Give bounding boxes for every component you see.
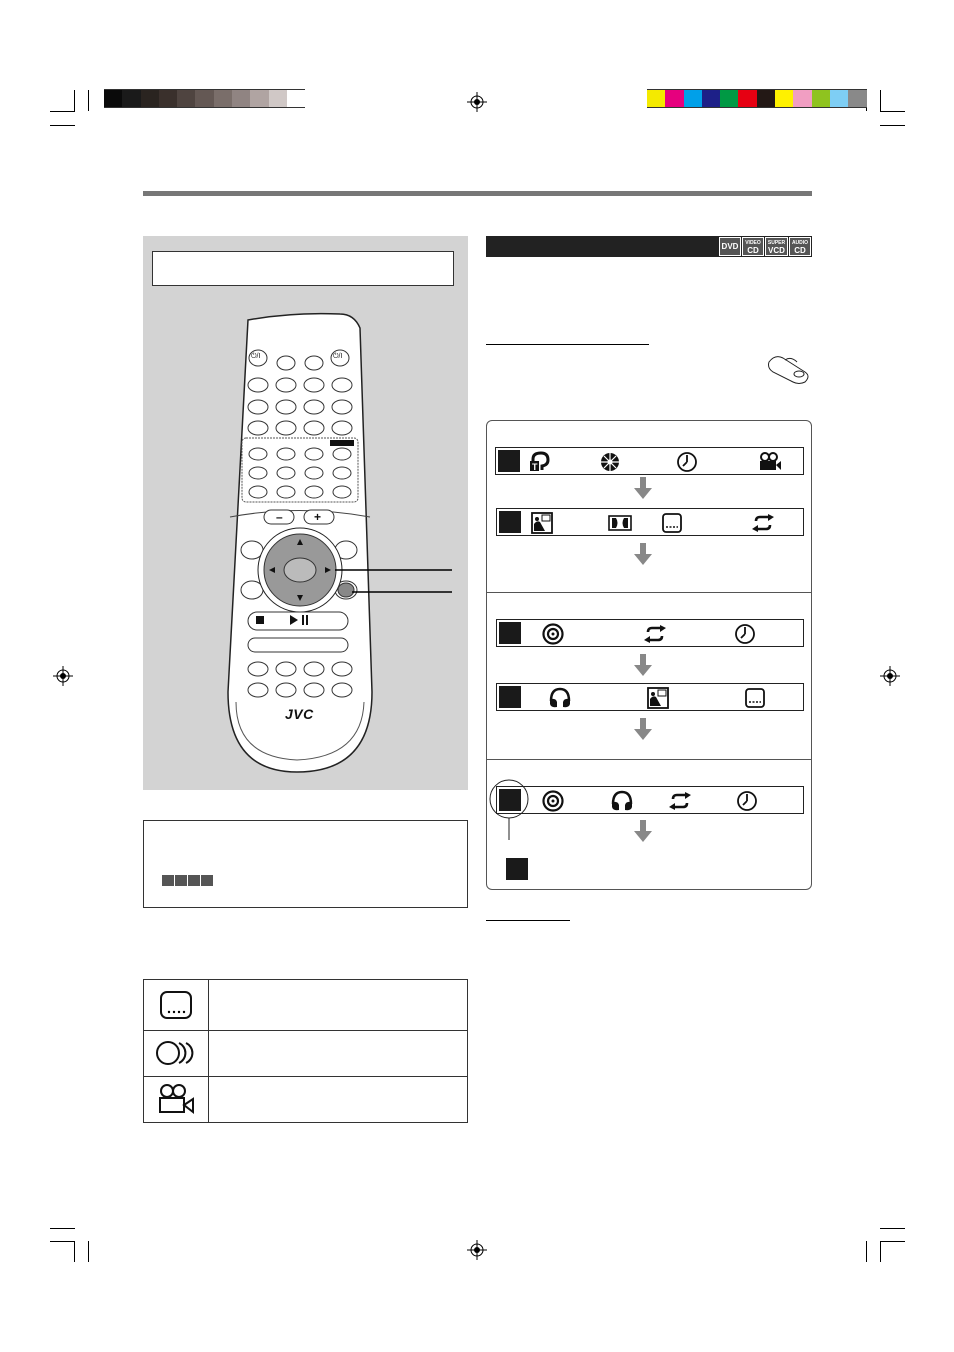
osd-bar-cd-1 bbox=[496, 786, 804, 814]
crop-mark bbox=[866, 1241, 867, 1262]
audio-icon bbox=[610, 790, 634, 812]
calibration-swatch bbox=[702, 89, 720, 108]
calibration-swatch bbox=[684, 89, 702, 108]
crop-mark bbox=[880, 1228, 905, 1229]
crop-mark bbox=[880, 1241, 905, 1242]
crop-mark bbox=[50, 125, 75, 126]
registration-mark-icon bbox=[467, 92, 487, 112]
arrow-down-icon bbox=[634, 477, 652, 499]
audio-icon bbox=[548, 687, 572, 709]
subtitle-icon bbox=[144, 980, 209, 1030]
calibration-swatch bbox=[775, 89, 793, 108]
instruction-callout-box bbox=[152, 251, 454, 286]
disc-badge-line2: CD bbox=[794, 245, 806, 255]
crop-mark bbox=[74, 1241, 75, 1262]
repeat-icon bbox=[643, 623, 667, 645]
picture-icon bbox=[646, 687, 670, 709]
disc-badge-line1: DVD bbox=[721, 242, 739, 251]
arrow-down-icon bbox=[634, 543, 652, 565]
calibration-swatch bbox=[287, 89, 305, 108]
title-icon bbox=[528, 451, 552, 473]
osd-bar-vcd-1 bbox=[496, 619, 804, 647]
disc-icon bbox=[598, 451, 622, 473]
note-box bbox=[143, 820, 468, 908]
svg-text:T: T bbox=[532, 462, 538, 472]
calibration-swatch bbox=[177, 89, 195, 108]
calibration-swatch bbox=[848, 89, 866, 108]
crop-mark bbox=[50, 1228, 75, 1229]
crop-mark bbox=[880, 111, 905, 112]
registration-mark-icon bbox=[467, 1240, 487, 1260]
calibration-swatch bbox=[757, 89, 775, 108]
target-icon bbox=[541, 623, 565, 645]
color-calibration-bar bbox=[647, 89, 867, 106]
calibration-swatch bbox=[159, 89, 177, 108]
calibration-swatch bbox=[830, 89, 848, 108]
remote-plus-label: + bbox=[314, 510, 322, 524]
bar-number-square bbox=[498, 450, 520, 472]
grayscale-calibration-bar bbox=[104, 89, 305, 106]
disc-badge-line1: VIDEO bbox=[745, 239, 761, 246]
remote-power-right: ⏻/I bbox=[333, 353, 343, 360]
notes-heading-underline bbox=[486, 920, 570, 921]
crop-mark bbox=[50, 111, 75, 112]
crop-mark bbox=[88, 1241, 89, 1262]
calibration-swatch bbox=[250, 89, 268, 108]
arrow-down-icon bbox=[634, 820, 652, 842]
table-row bbox=[144, 1076, 467, 1122]
cd-badge-icon bbox=[201, 875, 213, 886]
remote-power-left: ⏻/I bbox=[251, 353, 261, 360]
bar-number-square bbox=[499, 622, 521, 644]
flow-section-divider bbox=[486, 759, 812, 760]
calibration-swatch bbox=[738, 89, 756, 108]
osd-bar-vcd-2 bbox=[496, 683, 804, 711]
press-finger-icon bbox=[765, 352, 813, 386]
bar-number-square bbox=[499, 511, 521, 533]
calibration-swatch bbox=[122, 89, 140, 108]
subtitle-icon bbox=[660, 512, 684, 534]
dvd-badge-icon bbox=[162, 875, 174, 886]
crop-mark bbox=[88, 90, 89, 111]
vcd-badge-icon bbox=[175, 875, 187, 886]
camera-icon bbox=[758, 451, 782, 473]
subheading-underline bbox=[486, 344, 649, 345]
clock-icon bbox=[675, 451, 699, 473]
calibration-swatch bbox=[214, 89, 232, 108]
crop-mark bbox=[50, 1241, 75, 1242]
flow-section-divider bbox=[486, 592, 812, 593]
registration-mark-icon bbox=[53, 666, 73, 686]
bar-number-square bbox=[499, 686, 521, 708]
icon-legend-table bbox=[143, 979, 468, 1123]
target-icon bbox=[541, 790, 565, 812]
registration-mark-icon bbox=[880, 666, 900, 686]
arrow-down-icon bbox=[634, 718, 652, 740]
remote-minus-label: – bbox=[276, 510, 283, 524]
disc-badge-line1: SUPER bbox=[767, 239, 786, 246]
remote-control-illustration bbox=[222, 312, 462, 777]
table-row bbox=[144, 980, 467, 1031]
crop-mark bbox=[74, 90, 75, 111]
repeat-icon bbox=[751, 512, 775, 534]
osd-bar-dvd-2 bbox=[496, 508, 804, 536]
disc-badge bbox=[765, 237, 788, 256]
clock-icon bbox=[735, 790, 759, 812]
subtitle-icon bbox=[743, 687, 767, 709]
calibration-swatch bbox=[195, 89, 213, 108]
remote-brand-logo: JVC bbox=[285, 706, 314, 722]
crop-mark bbox=[880, 90, 881, 111]
clock-icon bbox=[733, 623, 757, 645]
disc-badge bbox=[742, 237, 764, 256]
note-disc-badges bbox=[162, 873, 214, 891]
calibration-swatch bbox=[141, 89, 159, 108]
angle-camera-icon bbox=[144, 1076, 209, 1122]
calibration-swatch bbox=[269, 89, 287, 108]
disc-badge-line2: CD bbox=[747, 245, 759, 255]
svcd-badge-icon bbox=[188, 875, 200, 886]
bar-off-square bbox=[506, 858, 528, 880]
audio-language-icon bbox=[144, 1030, 209, 1076]
calibration-swatch bbox=[104, 89, 122, 108]
disc-badge-line1: AUDIO bbox=[791, 239, 809, 246]
crop-mark bbox=[880, 1241, 881, 1262]
disc-badge-line2: VCD bbox=[768, 245, 785, 255]
calibration-swatch bbox=[812, 89, 830, 108]
disc-badge bbox=[789, 237, 811, 256]
table-row bbox=[144, 1030, 467, 1077]
disc-badge bbox=[719, 237, 741, 256]
picture-icon bbox=[530, 512, 554, 534]
repeat-icon bbox=[668, 790, 692, 812]
calibration-swatch bbox=[720, 89, 738, 108]
calibration-swatch bbox=[665, 89, 683, 108]
calibration-swatch bbox=[793, 89, 811, 108]
osd-bar-dvd-1 bbox=[495, 447, 804, 475]
dolby-icon bbox=[608, 512, 632, 534]
crop-mark bbox=[880, 125, 905, 126]
highlight-circle-callout bbox=[488, 778, 532, 842]
arrow-down-icon bbox=[634, 654, 652, 676]
page-header-rule bbox=[143, 191, 812, 196]
calibration-swatch bbox=[647, 89, 665, 108]
calibration-swatch bbox=[232, 89, 250, 108]
